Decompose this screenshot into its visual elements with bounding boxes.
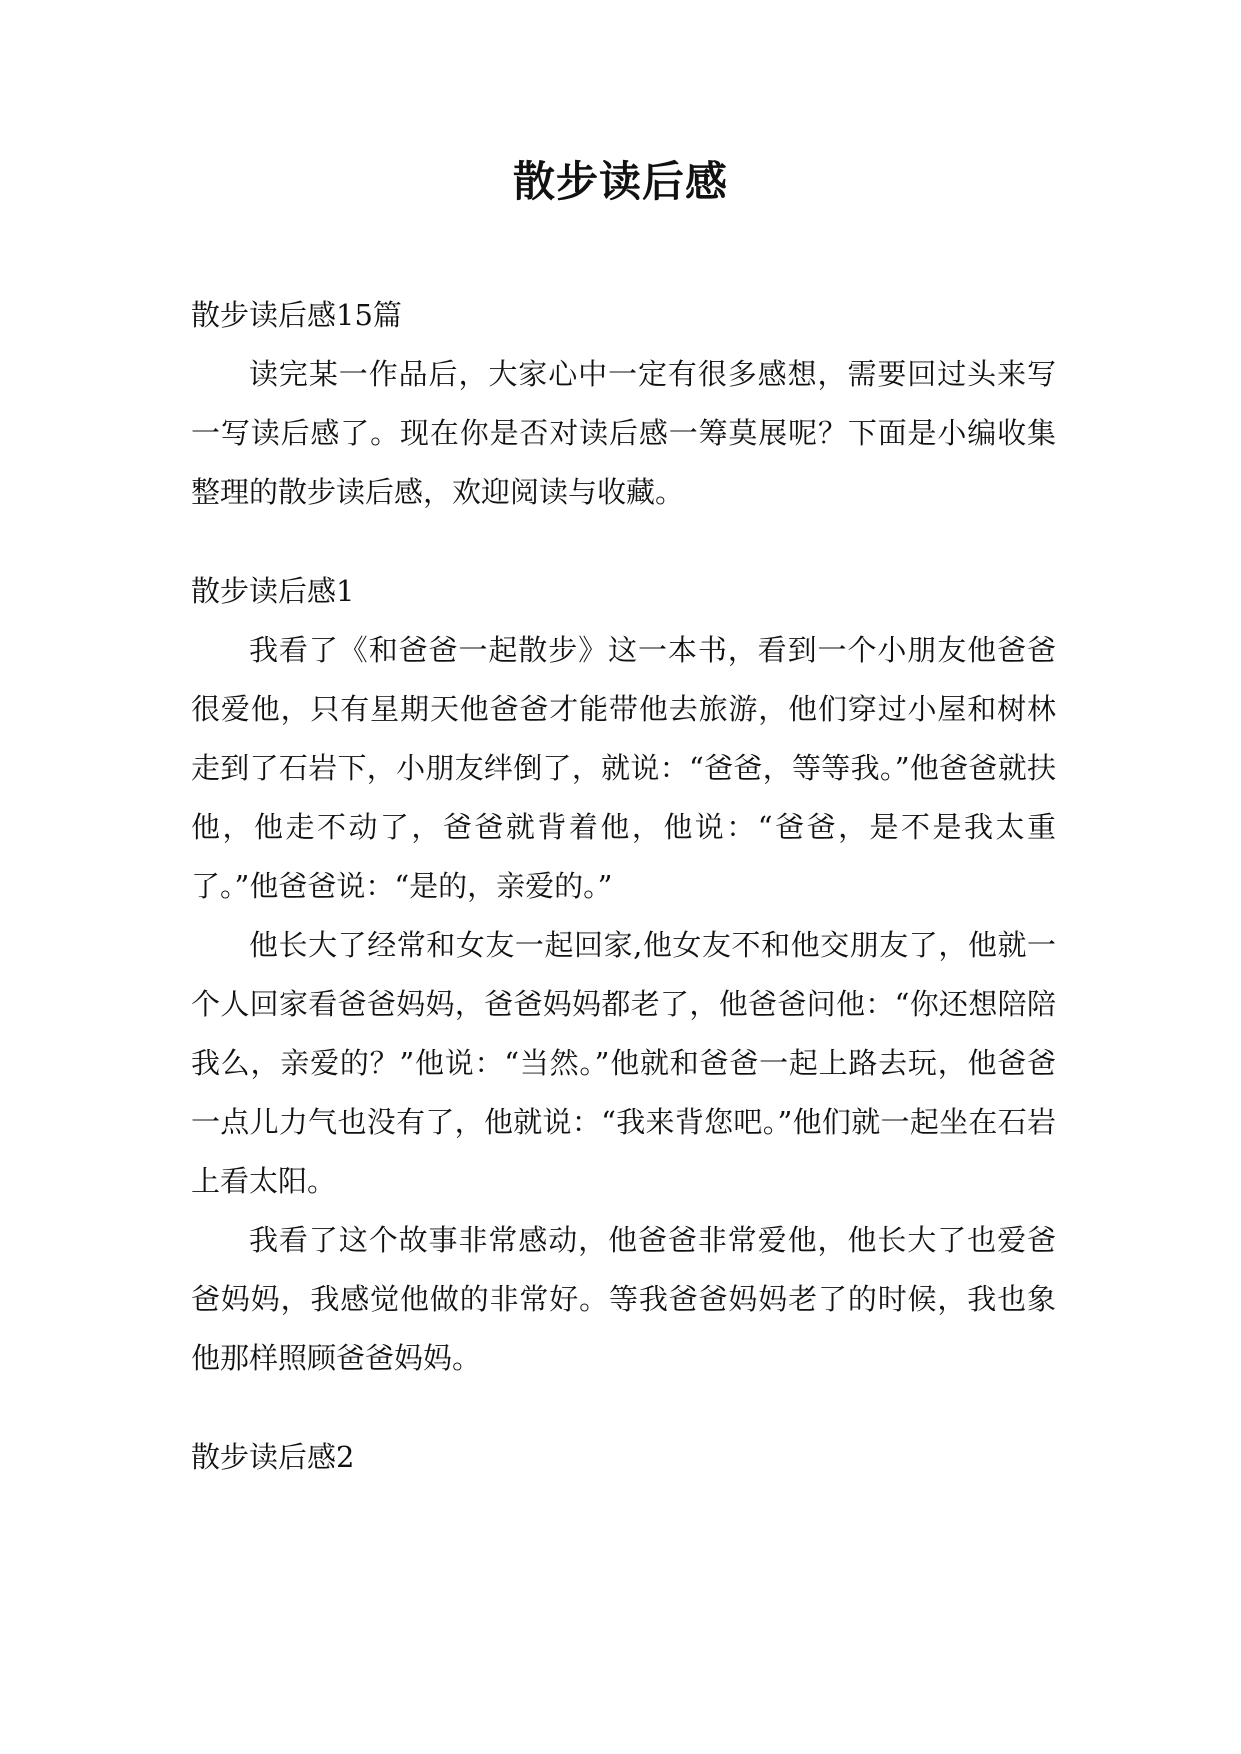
section-heading: 散步读后感1 — [191, 574, 355, 608]
section-heading: 散步读后感2 — [191, 1440, 355, 1474]
section-paragraph: 我看了《和爸爸一起散步》这一本书，看到一个小朋友他爸爸很爱他，只有星期天他爸爸才能带他去旅游，他们穿过小屋和树林走到了石岩下，小朋友绊倒了，就说：“爸爸，等等我。”他爸爸就扶他，他走不动了，爸爸就背着他，他说：“爸爸，是不是我太重了。”他爸爸说：“是的，亲爱的。” — [191, 633, 1056, 903]
intro-paragraph: 读完某一作品后，大家心中一定有很多感想，需要回过头来写一写读后感了。现在你是否对读后感一筹莫展呢？下面是小编收集整理的散步读后感，欢迎阅读与收藏。 — [191, 357, 1056, 509]
document-title: 散步读后感 — [512, 157, 728, 206]
section-paragraph: 他长大了经常和女友一起回家,他女友不和他交朋友了，他就一个人回家看爸爸妈妈，爸爸妈妈都老了，他爸爸问他：“你还想陪陪我么，亲爱的？”他说：“当然。”他就和爸爸一起上路去玩，他爸爸一点儿力气也没有了，他就说：“我来背您吧。”他们就一起坐在石岩上看太阳。 — [191, 928, 1056, 1198]
intro-heading: 散步读后感15篇 — [191, 298, 402, 332]
section-paragraph: 我看了这个故事非常感动，他爸爸非常爱他，他长大了也爱爸爸妈妈，我感觉他做的非常好。等我爸爸妈妈老了的时候，我也象他那样照顾爸爸妈妈。 — [191, 1223, 1056, 1375]
document-body — [191, 286, 1056, 1716]
